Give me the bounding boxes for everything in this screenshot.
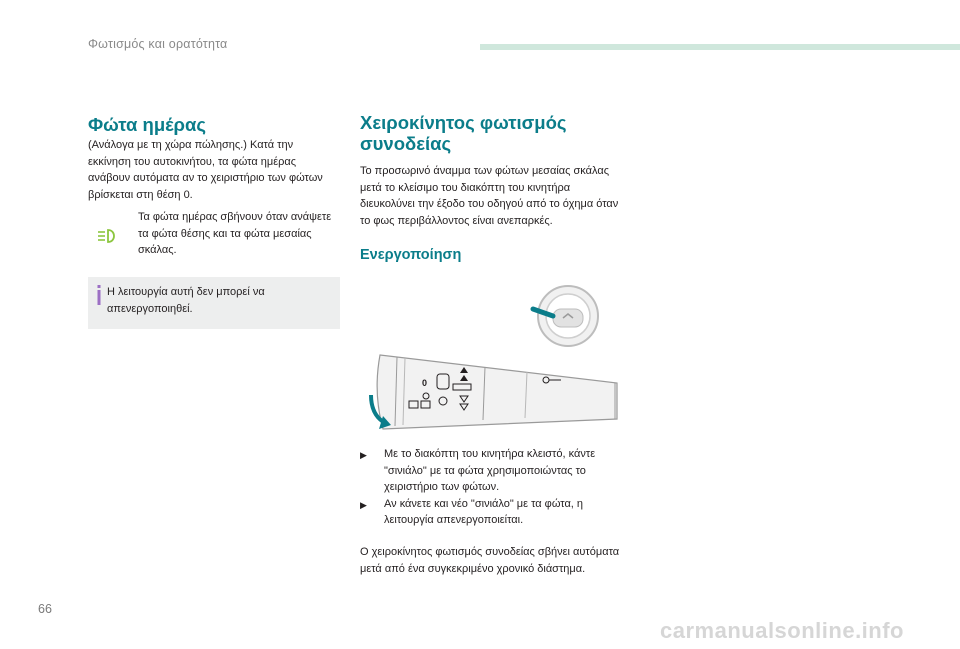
follow-me-home-text: Το προσωρινό άναμμα των φώτων μεσαίας σκάλας μετά το κλείσιμο του διακόπτη του κινητήρα διευκολύνει την έξοδο του οδηγού από το όχημα όταν το φως περιβάλλοντος είναι ανεπαρκές. <box>360 165 619 227</box>
info-text: Η λειτουργία αυτή δεν μπορεί να απενεργοποιηθεί. <box>107 286 265 315</box>
section-header-title: Φωτισμός και ορατότητα <box>88 37 228 51</box>
step-text: Με το διακόπτη του κινητήρα κλειστό, κάντε "σινιάλο" με τα φώτα χρησιμοποιώντας το χειριστήριο των φώτων. <box>384 448 596 493</box>
step-text: Αν κάνετε και νέο "σινιάλο" με τα φώτα, η λειτουργία απενεργοποιείται. <box>384 497 584 526</box>
list-item <box>360 496 620 529</box>
light-stalk-icon <box>377 355 617 429</box>
light-stalk-illustration <box>365 283 620 433</box>
activation-subtitle: Ενεργοποίηση <box>360 247 462 263</box>
bullet-icon: ▶ <box>360 499 367 510</box>
info-icon <box>94 285 104 305</box>
activation-steps <box>360 446 620 529</box>
watermark: carmanualsonline.info <box>660 618 904 643</box>
stalk-position-label: 0 <box>422 378 428 388</box>
daytime-lights-text: (Ανάλογα με τη χώρα πώλησης.) Κατά την εκκίνηση του αυτοκινήτου, τα φώτα ημέρας ανάβουν αυτόματα αν το χειριστήριο των φώτων βρίσκεται στη θέση 0. <box>88 139 323 201</box>
bullet-icon: ▶ <box>360 450 367 460</box>
daytime-lights-title: Φώτα ημέρας <box>88 114 206 135</box>
daytime-lights-note-text: Τα φώτα ημέρας σβήνουν όταν ανάψετε τα φώτα θέσης και τα φώτα μεσαίας σκάλας. <box>138 211 332 256</box>
follow-me-home-title: Χειροκίνητος φωτισμός συνοδείας <box>360 112 567 154</box>
page-number: 66 <box>38 602 52 616</box>
drl-icon <box>96 228 120 244</box>
steering-wheel-icon <box>533 286 598 346</box>
list-item <box>360 446 620 496</box>
follow-me-home-final-text: Ο χειροκίνητος φωτισμός συνοδείας σβήνει αυτόματα μετά από ένα συγκεκριμένο χρονικό διάστημα. <box>360 546 620 575</box>
header-bar <box>480 44 960 50</box>
